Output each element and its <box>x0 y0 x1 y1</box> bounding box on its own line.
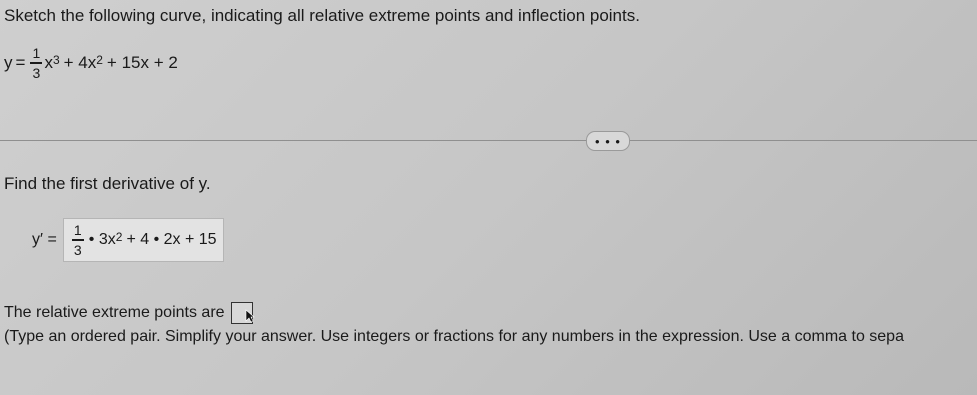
term2-exponent: 2 <box>96 52 103 67</box>
fraction-bar <box>30 62 42 64</box>
problem-prompt: Sketch the following curve, indicating all relative extreme points and inflection points. <box>4 6 640 25</box>
extreme-points-row <box>4 302 253 324</box>
derivative-fraction <box>72 223 84 257</box>
equation-equals: = <box>15 52 26 72</box>
deriv-fraction-numerator: 1 <box>73 222 82 239</box>
term1-exponent: 3 <box>52 52 60 67</box>
deriv-rest: + 4 • 2x + 15 <box>126 231 217 248</box>
deriv-part1-exponent: 2 <box>115 230 123 244</box>
derivative-row <box>32 218 224 262</box>
extreme-points-input[interactable] <box>231 302 253 324</box>
function-equation <box>4 46 178 80</box>
mouse-pointer-icon <box>245 309 255 323</box>
fraction-numerator: 1 <box>32 45 41 61</box>
equation-lhs: y <box>4 52 13 72</box>
deriv-part1: • 3x <box>88 231 116 248</box>
extreme-points-label: The relative extreme points are <box>4 304 225 321</box>
derivative-answer-box[interactable] <box>63 218 224 262</box>
question-first-derivative: Find the first derivative of y. <box>4 174 211 193</box>
deriv-fraction-bar <box>72 239 84 241</box>
derivative-lhs: y′ = <box>32 231 57 248</box>
equation-fraction <box>30 46 42 80</box>
term1-var: x <box>44 52 53 72</box>
section-divider <box>0 140 977 141</box>
more-options-button[interactable]: • • • <box>586 131 630 151</box>
fraction-denominator: 3 <box>32 64 41 81</box>
answer-instructions: (Type an ordered pair. Simplify your answer. Use integers or fractions for any numbers in the expression. Use a comma to sepa <box>4 328 904 345</box>
equation-rest: + 15x + 2 <box>106 52 178 72</box>
term2: + 4x <box>63 52 97 72</box>
deriv-fraction-denominator: 3 <box>73 241 82 258</box>
